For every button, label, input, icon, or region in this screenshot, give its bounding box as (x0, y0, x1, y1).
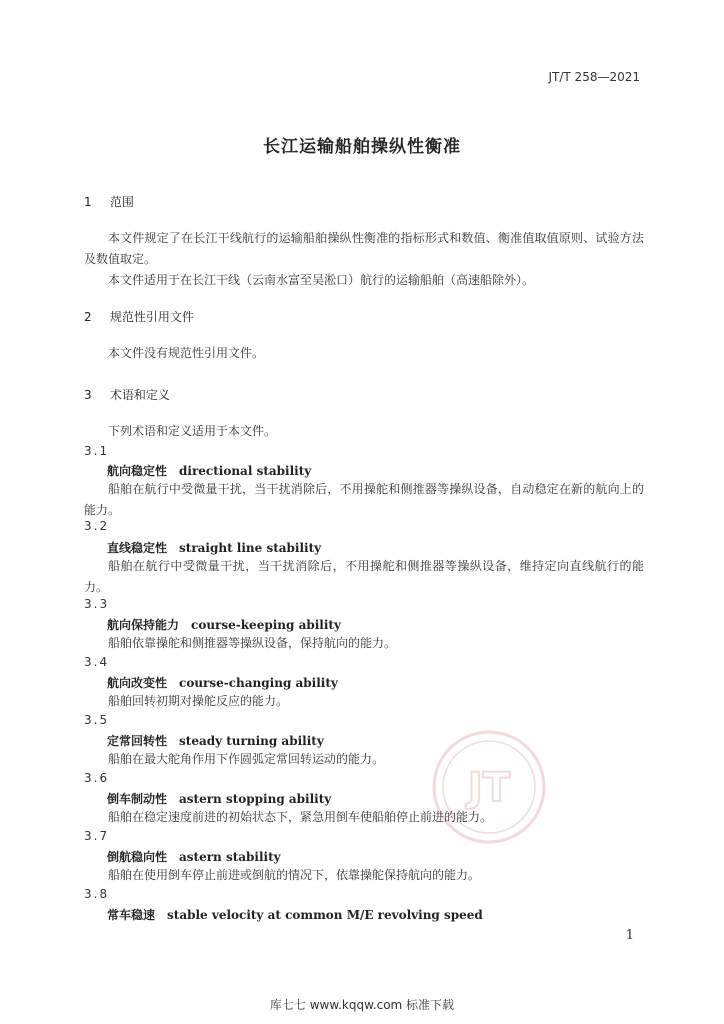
term-definition: 船舶在航行中受微量干扰，当干扰消除后，不用操舵和侧推器等操纵设备，自动稳定在新的航向上的能力。 (84, 482, 644, 517)
term-number: 3.1 (84, 444, 110, 458)
footer-source[interactable]: 库七七 www.kqqw.com 标准下载 (269, 998, 455, 1012)
term-heading (107, 732, 324, 749)
term-heading (107, 848, 281, 865)
term-definition: 船舶在稳定速度前进的初始状态下，紧急用倒车使船舶停止前进的能力。 (108, 810, 493, 824)
document-title: 长江运输船舶操纵性衡准 (263, 137, 461, 157)
page-number: 1 (625, 928, 634, 943)
section-number: 3 (84, 388, 92, 402)
term-definition: 船舶依靠操舵和侧推器等操纵设备，保持航向的能力。 (108, 636, 397, 650)
term-definition: 船舶在使用倒车停止前进或倒航的情况下，依靠操舵保持航向的能力。 (108, 868, 481, 882)
paragraph: 本文件适用于在长江干线（云南水富至吴淞口）航行的运输船舶（高速船除外）。 (108, 273, 535, 287)
paragraph: 下列术语和定义适用于本文件。 (108, 424, 277, 438)
term-definition: 船舶回转初期对操舵反应的能力。 (108, 694, 289, 708)
term-heading (107, 616, 341, 633)
jt-stamp-watermark (430, 728, 548, 846)
term-number: 3.4 (84, 655, 110, 669)
standard-number: JT/T 258—2021 (548, 70, 640, 84)
term-number: 3.8 (84, 887, 110, 901)
term-zh: 常车稳速 (107, 908, 156, 922)
stamp-text: JT (467, 765, 511, 811)
section-title: 术语和定义 (109, 388, 170, 402)
section-heading-3 (84, 386, 170, 403)
term-number: 3.7 (84, 829, 110, 843)
term-heading (107, 906, 483, 923)
term-en: astern stopping ability (179, 792, 332, 806)
term-en: course-keeping ability (191, 618, 341, 632)
term-en: astern stability (179, 850, 281, 864)
section-heading-1 (84, 193, 134, 210)
term-zh: 航向保持能力 (107, 618, 180, 632)
term-en: straight line stability (179, 541, 322, 555)
term-heading (107, 790, 331, 807)
term-number: 3.5 (84, 713, 110, 727)
term-en: stable velocity at common M/E revolving speed (167, 908, 483, 922)
term-heading (107, 674, 338, 691)
term-zh: 航向稳定性 (107, 464, 168, 478)
term-zh: 倒车制动性 (107, 792, 168, 806)
section-title: 规范性引用文件 (109, 310, 194, 324)
term-number: 3.6 (84, 771, 110, 785)
term-zh: 倒航稳向性 (107, 850, 168, 864)
term-heading (107, 462, 311, 479)
term-definition: 船舶在最大舵角作用下作圆弧定常回转运动的能力。 (108, 752, 385, 766)
term-en: directional stability (179, 464, 312, 478)
section-heading-2 (84, 308, 194, 325)
paragraph: 本文件规定了在长江干线航行的运输船舶操纵性衡准的指标形式和数值、衡准值取值原则、试验方法及数值取定。 (84, 231, 644, 266)
section-number: 2 (84, 310, 92, 324)
term-number: 3.2 (84, 519, 110, 533)
term-heading (107, 539, 321, 556)
term-zh: 直线稳定性 (107, 541, 168, 555)
section-title: 范围 (109, 195, 134, 209)
term-en: steady turning ability (179, 734, 324, 748)
paragraph: 本文件没有规范性引用文件。 (108, 346, 265, 360)
section-number: 1 (84, 195, 92, 209)
term-zh: 定常回转性 (107, 734, 168, 748)
term-zh: 航向改变性 (107, 676, 168, 690)
term-en: course-changing ability (179, 676, 338, 690)
term-definition: 船舶在航行中受微量干扰，当干扰消除后，不用操舵和侧推器等操纵设备，维持定向直线航行的能力。 (84, 559, 644, 594)
term-number: 3.3 (84, 597, 110, 611)
